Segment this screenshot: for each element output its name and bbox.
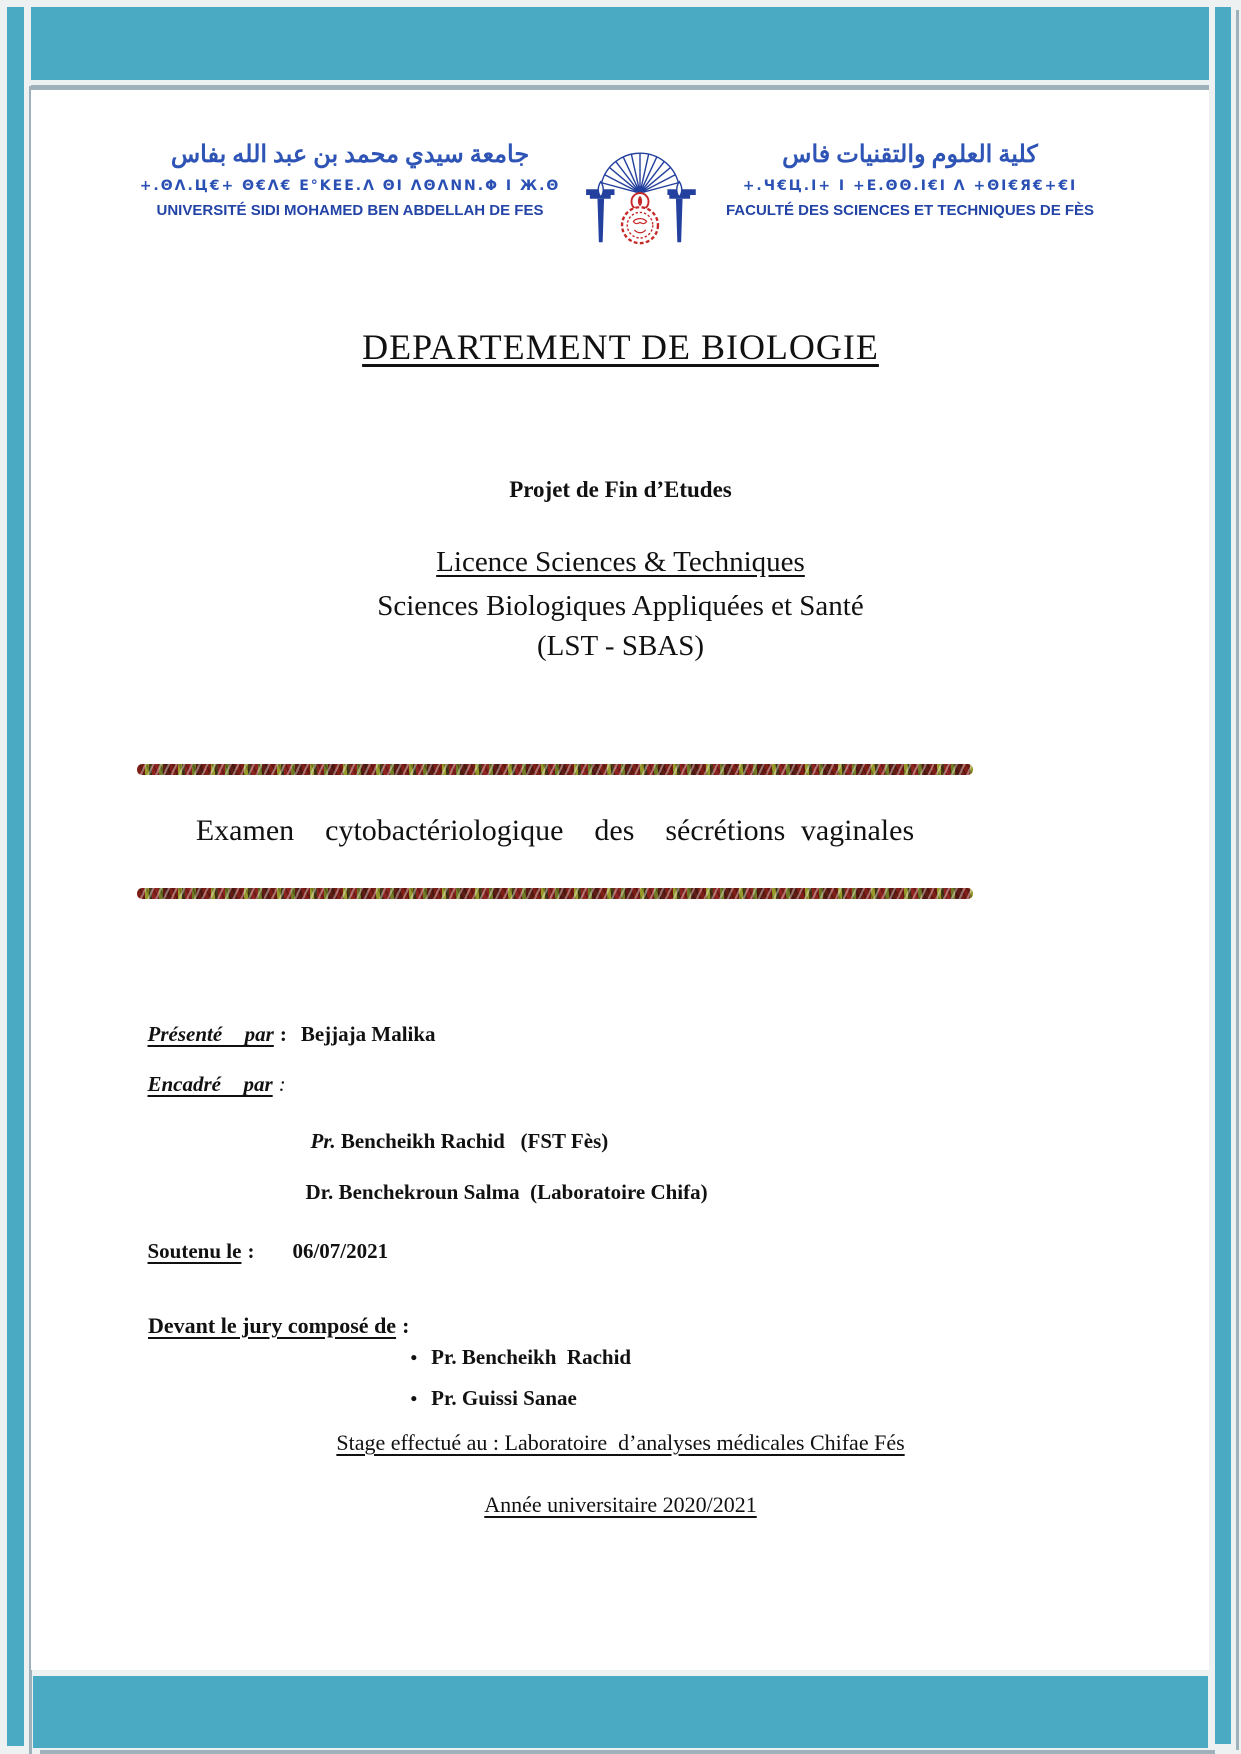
supervised-by-label: Encadré par (147, 1072, 273, 1096)
author-name: Bejjaja Malika (300, 1022, 436, 1046)
defense-date-label: Soutenu le (147, 1239, 242, 1263)
internship-line: Stage effectué au : Laboratoire d’analyses médicales Chifae Fés (336, 1430, 905, 1455)
academic-year-line: Année universitaire 2020/2021 (484, 1492, 757, 1517)
garland-divider-bottom (137, 888, 973, 899)
right-border-stripe (1215, 7, 1231, 1744)
defense-date-value: 06/07/2021 (292, 1239, 389, 1263)
university-emblem-icon (577, 142, 703, 246)
faculty-name-block (710, 140, 1110, 220)
university-name-tifinagh: +.ΘΛ.Ц€+ Θ€Λ€ Ε°ΚΕΕ.Λ ΘΙ ΛΘΛΝΝ.Φ Ι Ж.Θ (139, 178, 561, 194)
university-name-block (130, 140, 570, 220)
left-border-stripe (7, 7, 24, 1746)
program-line-2: Sciences Biologiques Appliquées et Santé (377, 590, 864, 622)
program-line-1: Licence Sciences & Techniques (436, 546, 805, 578)
presented-by-colon: : (279, 1022, 287, 1046)
project-kicker: Projet de Fin d’Etudes (509, 477, 732, 502)
department-title: DEPARTEMENT DE BIOLOGIE (362, 327, 879, 367)
jury-heading (137, 1287, 409, 1339)
jury-member-1-name: Pr. Bencheikh Rachid (431, 1345, 632, 1369)
jury-member-2 (400, 1361, 577, 1411)
bottom-banner-shadow (40, 1750, 1215, 1754)
faculty-name-arabic: كلية العلوم والتقنيات فاس (782, 142, 1038, 168)
letterhead (130, 140, 1110, 246)
presented-by-line (137, 997, 436, 1047)
supervisor-1-title: Pr. (310, 1129, 336, 1153)
bullet-icon: • (410, 1348, 418, 1369)
faculty-name-tifinagh: +.Ч€Ц.Ι+ Ι +Ε.ΘΘ.Ι€Ι Λ +ΘΙ€Я€+€Ι (742, 178, 1078, 194)
supervised-by-line (137, 1047, 286, 1097)
garland-divider-top (137, 764, 973, 775)
defense-date-line (137, 1214, 388, 1264)
supervisor-1-name: Bencheikh Rachid (FST Fès) (335, 1129, 609, 1153)
supervisor-2-name: Dr. Benchekroun Salma (Laboratoire Chifa) (305, 1180, 708, 1204)
top-banner (31, 7, 1209, 80)
supervised-by-colon: : (278, 1072, 286, 1096)
university-name-french: UNIVERSITÉ SIDI MOHAMED BEN ABDELLAH DE FES (156, 202, 544, 219)
supervisor-2 (295, 1155, 708, 1205)
defense-date-colon: : (247, 1239, 255, 1263)
university-name-arabic: جامعة سيدي محمد بن عبد الله بفاس (170, 142, 530, 168)
program-acronym: (LST - SBAS) (536, 630, 705, 662)
jury-heading-label: Devant le jury composé de (148, 1313, 397, 1338)
thesis-title: Examen cytobactériologique des sécrétions vaginales (195, 814, 915, 847)
jury-heading-colon: : (402, 1313, 410, 1338)
university-emblem (570, 142, 710, 246)
bottom-banner (33, 1676, 1208, 1748)
faculty-name-french: FACULTÉ DES SCIENCES ET TECHNIQUES DE FÈS (725, 202, 1095, 219)
jury-member-2-name: Pr. Guissi Sanae (431, 1386, 577, 1410)
right-border-shadow (1236, 10, 1239, 1750)
presented-by-label: Présenté par (147, 1022, 274, 1046)
bullet-icon: • (410, 1389, 418, 1410)
supervisor-1 (300, 1104, 608, 1154)
